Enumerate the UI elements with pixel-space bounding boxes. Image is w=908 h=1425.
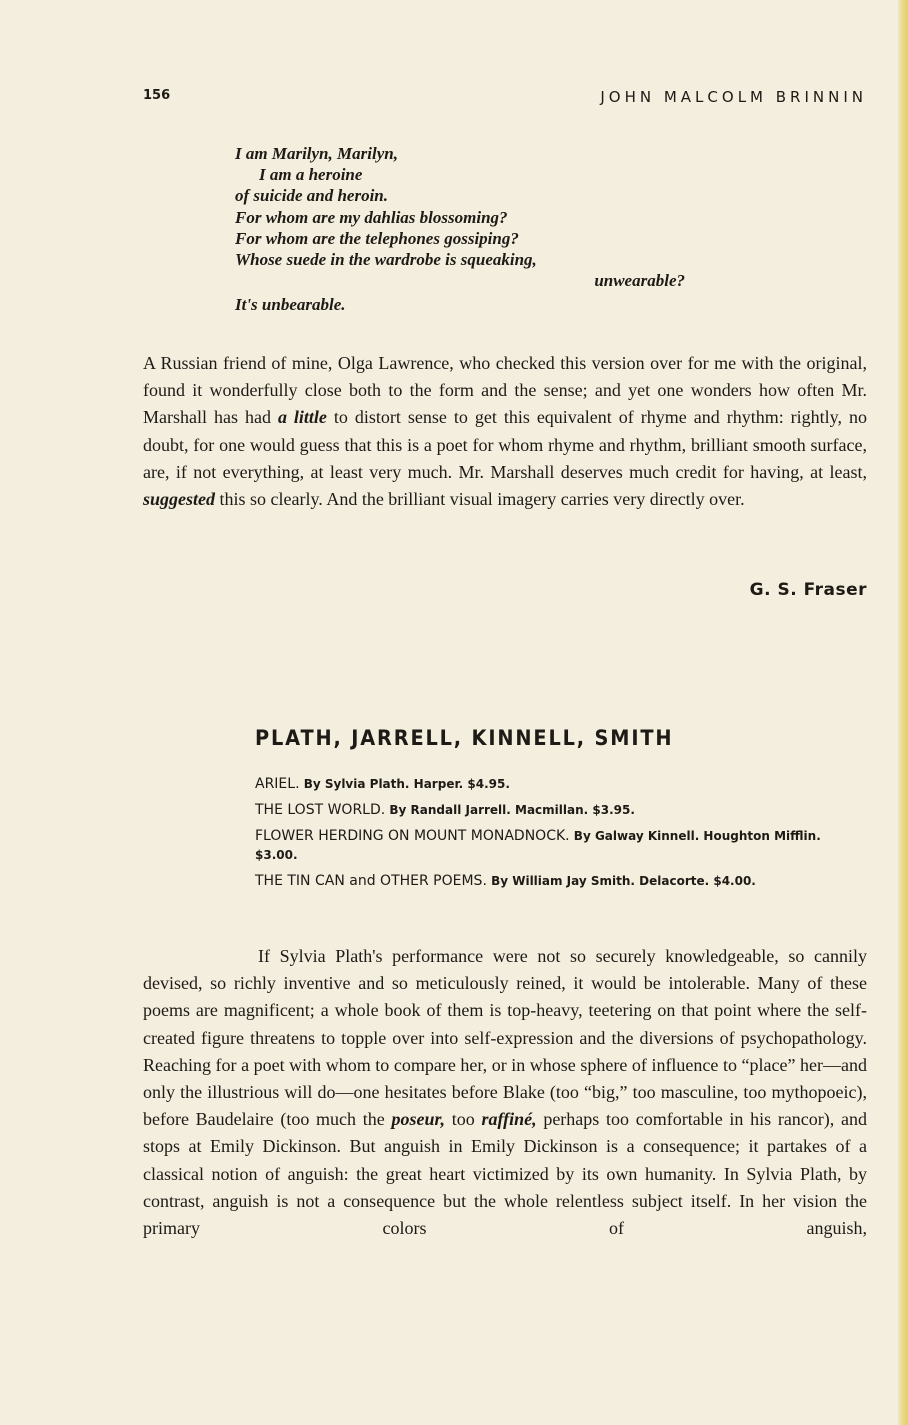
book-entry <box>255 801 867 820</box>
paragraph-text: this so clearly. And the brilliant visual imagery carries very directly over. <box>215 489 745 510</box>
book-entry <box>255 827 867 865</box>
paragraph-text: to distort sense to get this equivalent of rhyme and rhythm: rightly, no doubt, for one would guess that this is a poet for whom rhyme and rhythm, brilliant smooth surface, are, if not everything, at least very much. Mr. Marshall deserves much credit for having, at least, <box>143 407 867 482</box>
book-title: FLOWER HERDING ON MOUNT MONADNOCK. <box>255 828 570 844</box>
emphasis: poseur, <box>391 1109 445 1130</box>
emphasis: raffiné, <box>481 1109 537 1130</box>
running-head: JOHN MALCOLM BRINNIN <box>600 88 867 106</box>
review-paragraph <box>143 943 867 1242</box>
poem-line: unwearable? <box>594 271 685 291</box>
poem-excerpt <box>235 143 685 316</box>
paragraph-text: A Russian friend of mine, Olga Lawrence, who checked this version over for me with the original, found it wonderfully close both to the form and the sense; and yet one wonders how often Mr. Marshall has had <box>143 353 867 428</box>
poem-line: I am a heroine <box>259 165 363 185</box>
poem-line: For whom are my dahlias blossoming? <box>235 207 508 227</box>
book-details: By William Jay Smith. Delacorte. $4.00. <box>486 874 756 888</box>
page-header <box>143 88 867 112</box>
paragraph-text: If Sylvia Plath's performance were not so securely knowledgeable, so cannily devised, so richly inventive and so meticulously reined, it would be intolerable. Many of these poems are magnificent; a whole book of them is top-heavy, teetering on that point where the self-created figure threatens to topple over into self-expression and the diversions of psychopathology. Reaching for a poet with whom to compare her, or in whose sphere of influence to “place” her—and only the illustrious will do—one hesitates before Blake (too “big,” too masculine, too mythopoeic), before Baudelaire (too much the <box>143 946 867 1130</box>
poem-line: For whom are the telephones gossiping? <box>235 228 519 248</box>
book-title: THE LOST WORLD. <box>255 802 386 818</box>
book-details: By Randall Jarrell. Macmillan. $3.95. <box>385 803 635 817</box>
page-number: 156 <box>143 88 171 103</box>
book-title: ARIEL. <box>255 776 300 792</box>
book-entry <box>255 775 867 794</box>
paragraph-text: too <box>445 1109 482 1130</box>
book-entry <box>255 872 867 891</box>
review-paragraph <box>143 350 867 513</box>
emphasis: suggested <box>143 489 215 510</box>
book-list <box>255 775 867 898</box>
poem-line: Whose suede in the wardrobe is squeaking, <box>235 249 537 269</box>
book-details: By Galway Kinnell. Houghton Mifflin. $3.00. <box>255 829 821 862</box>
book-title: THE TIN CAN and OTHER POEMS. <box>255 873 487 889</box>
page-edge <box>898 0 908 1425</box>
poem-line: It's unbearable. <box>235 295 346 315</box>
book-details: By Sylvia Plath. Harper. $4.95. <box>299 777 510 791</box>
section-title: PLATH, JARRELL, KINNELL, SMITH <box>255 726 674 750</box>
paragraph-text: perhaps too comfortable in his rancor), and stops at Emily Dickinson. But anguish in Emily Dickinson is a consequence; it partakes of a classical notion of anguish: the great heart victimized by its own humanity. In Sylvia Plath, by contrast, anguish is not a consequence but the whole relentless subject itself. In her vision the primary colors of anguish, <box>143 1109 867 1239</box>
emphasis: a little <box>277 407 327 428</box>
reviewer-signature: G. S. Fraser <box>749 580 867 600</box>
poem-line: of suicide and heroin. <box>235 186 389 206</box>
poem-line: I am Marilyn, Marilyn, <box>235 144 398 163</box>
